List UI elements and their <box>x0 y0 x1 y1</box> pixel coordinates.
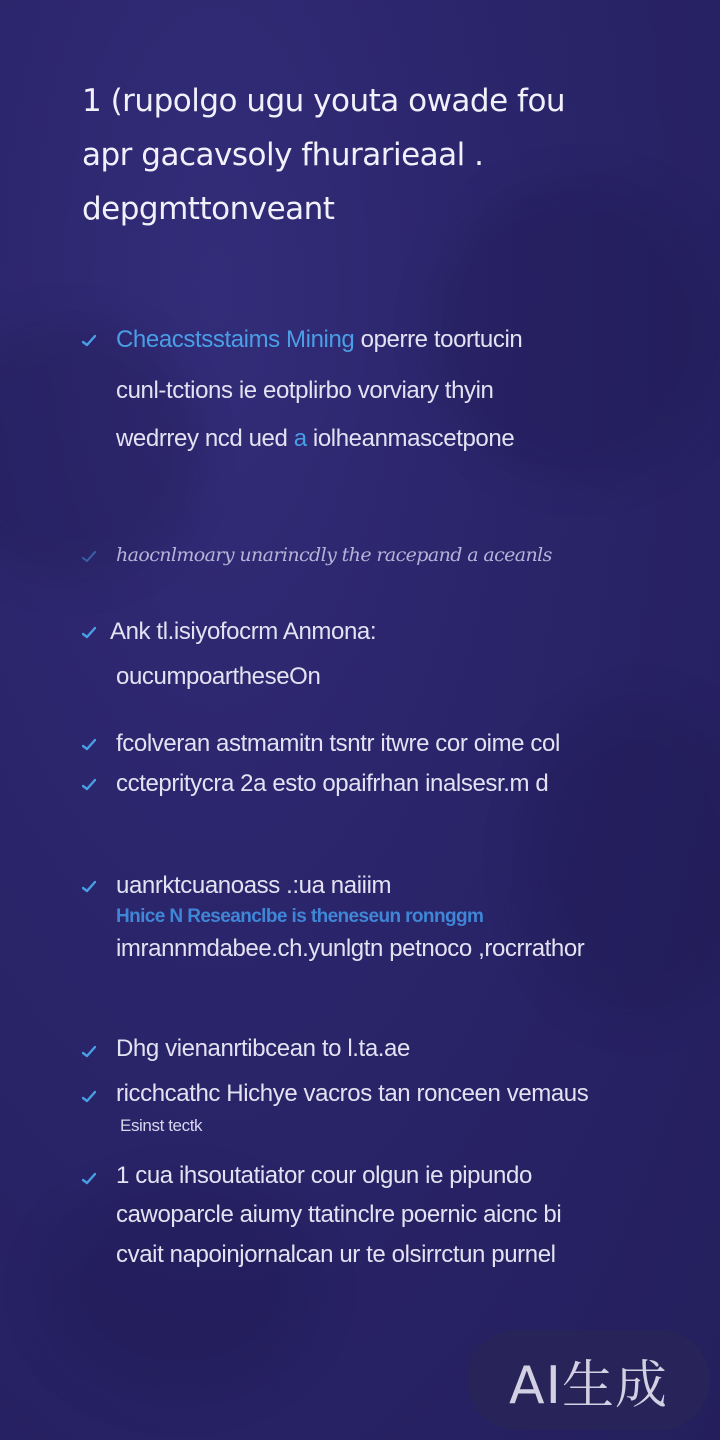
title-line: apr gacavsoly fhurarieaal . <box>82 137 484 173</box>
checkmark-icon <box>82 626 96 640</box>
list-item-text: ricchcathc Hichye vacros tan ronceen vemaus <box>116 1080 589 1107</box>
list-item-highlight: Hnice N Reseanclbe is theneseun ronnggm <box>116 906 484 927</box>
list-item-text: cunl-tctions ie eotplirbo vorviary thyin <box>116 377 494 404</box>
list-item-text: uanrktcuanoass .:ua naiiim <box>116 872 392 899</box>
ai-generated-badge: AI生成 <box>467 1330 710 1430</box>
list-item-text-part: iolheanmascetpone <box>306 425 515 452</box>
highlighted-text: a <box>293 425 307 452</box>
title-line: depgmttonveant <box>82 191 335 227</box>
list-item-text: cawoparcle aiumy ttatinclre poernic aicnc bi <box>116 1201 562 1228</box>
list-item-text <box>116 326 522 354</box>
checkmark-icon <box>82 880 96 894</box>
highlighted-text: Cheacstsstaims Mining <box>116 326 355 353</box>
list-item-text: cctepritycra 2a esto opaifrhan inalsesr.m d <box>116 770 549 797</box>
list-item-text: fcolveran astmamitn tsntr itwre cor oime col <box>116 730 560 757</box>
checkmark-icon <box>82 550 96 564</box>
checkmark-icon <box>82 1172 96 1186</box>
list-item-text: Ank tl.isiyofocrm Anmona: <box>110 618 377 645</box>
checkmark-icon <box>82 334 96 348</box>
list-item-text <box>116 425 514 453</box>
list-item-text-part: operre toortucin <box>354 326 523 353</box>
checkmark-icon <box>82 738 96 752</box>
checkmark-icon <box>82 1090 96 1104</box>
list-item-text: haocnlmoary unarincdly the racepand a aceanls <box>116 544 552 566</box>
title-line: 1 (rupolgo ugu youta owade fou <box>82 83 566 119</box>
page-title <box>82 74 682 236</box>
list-item-text: cvait napoinjornalcan ur te olsirrctun purnel <box>116 1241 556 1268</box>
checkmark-icon <box>82 778 96 792</box>
list-item-text: Dhg vienanrtibcean to l.ta.ae <box>116 1035 410 1062</box>
list-item-text-part: wedrrey ncd ued <box>116 425 294 452</box>
list-item-text: 1 cua ihsoutatiator cour olgun ie pipundo <box>116 1162 532 1189</box>
list-item-text: oucumpoartheseOn <box>116 663 321 690</box>
list-item-subtext: Esinst tectk <box>120 1116 203 1135</box>
list-item-text: imrannmdabee.ch.yunlgtn petnoco ,rocrrathor <box>116 935 585 962</box>
checkmark-icon <box>82 1045 96 1059</box>
